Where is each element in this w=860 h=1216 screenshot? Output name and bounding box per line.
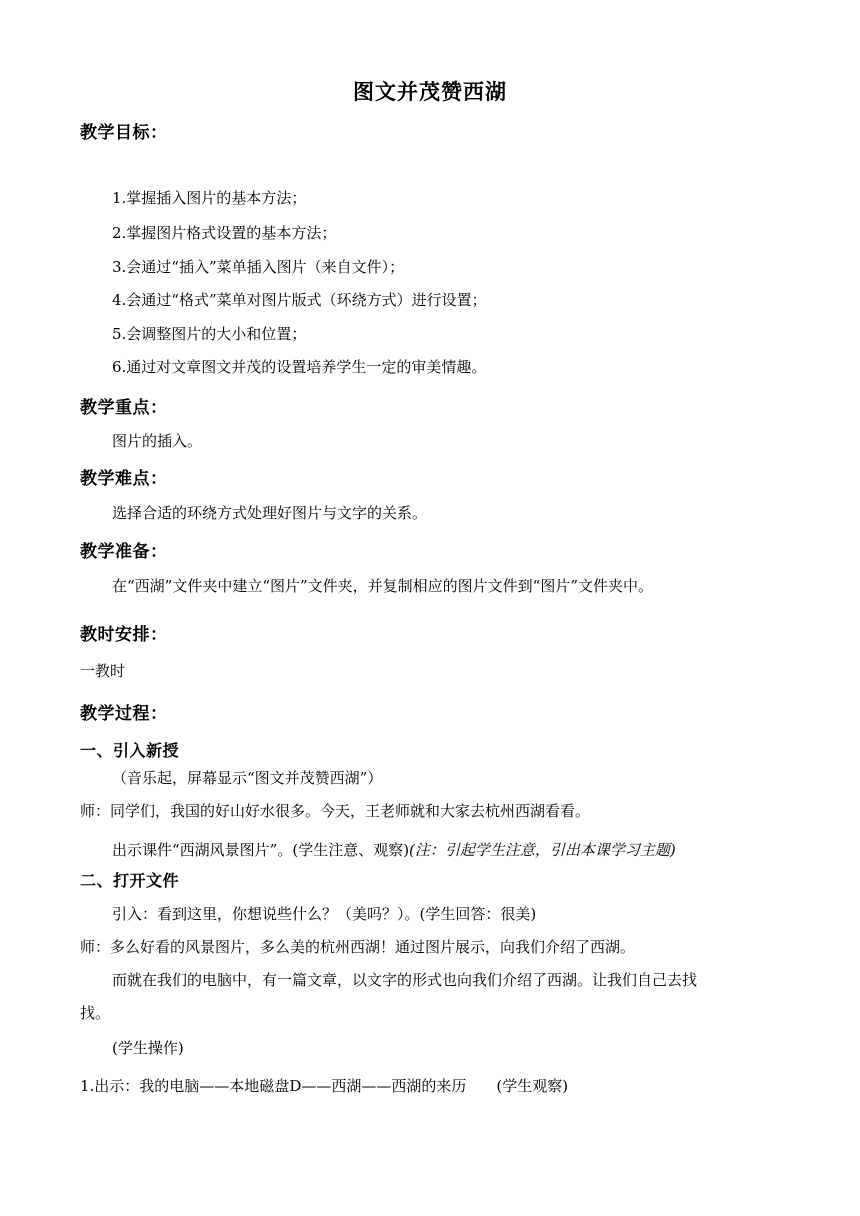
objective-item-1: 1.掌握插入图片的基本方法； — [112, 189, 307, 207]
section-open-line-4: 找。 — [80, 1004, 111, 1022]
section-intro-heading: 一、引入新授 — [80, 741, 180, 760]
section-open-line-6: 1.出示：我的电脑——本地磁盘D——西湖——西湖的来历 (学生观察) — [80, 1077, 569, 1095]
objectives-heading: 教学目标： — [80, 123, 168, 143]
section-intro-line-3-main: 出示课件“西湖风景图片”。(学生注意、观察) — [112, 841, 410, 859]
objective-item-2: 2.掌握图片格式设置的基本方法； — [112, 224, 337, 242]
objective-item-4: 4.会通过“格式”菜单对图片版式（环绕方式）进行设置； — [112, 291, 487, 309]
section-intro-line-1: （音乐起，屏幕显示“图文并茂赞西湖”） — [112, 769, 383, 787]
section-intro-note: (注：引起学生注意，引出本课学习主题) — [409, 841, 676, 859]
key-points-heading: 教学重点： — [80, 398, 168, 418]
difficulties-heading: 教学难点： — [80, 469, 168, 489]
objective-item-3: 3.会通过“插入”菜单插入图片（来自文件）； — [112, 258, 405, 276]
objective-item-6: 6.通过对文章图文并茂的设置培养学生一定的审美情趣。 — [112, 358, 487, 376]
objective-item-5: 5.会调整图片的大小和位置； — [112, 325, 307, 343]
difficulties-text: 选择合适的环绕方式处理好图片与文字的关系。 — [112, 504, 428, 522]
section-intro-line-2: 师：同学们，我国的好山好水很多。今天，王老师就和大家去杭州西湖看看。 — [80, 802, 591, 820]
section-intro-line-3 — [112, 839, 676, 860]
section-open-line-5: (学生操作) — [112, 1039, 184, 1057]
key-points-text: 图片的插入。 — [112, 432, 203, 450]
section-open-line-1: 引入：看到这里，你想说些什么？（美吗？）。(学生回答：很美) — [112, 905, 537, 923]
document-title: 图文并茂赞西湖 — [353, 80, 507, 104]
process-heading: 教学过程： — [80, 704, 168, 724]
preparation-text: 在“西湖”文件夹中建立“图片”文件夹，并复制相应的图片文件到“图片”文件夹中。 — [112, 577, 654, 595]
preparation-heading: 教学准备： — [80, 542, 168, 562]
schedule-heading: 教时安排： — [80, 625, 168, 645]
schedule-text: 一教时 — [80, 662, 126, 680]
section-open-line-2: 师：多么好看的风景图片，多么美的杭州西湖！通过图片展示，向我们介绍了西湖。 — [80, 938, 636, 956]
section-open-file-heading: 二、打开文件 — [80, 871, 180, 890]
section-open-line-3: 而就在我们的电脑中，有一篇文章，以文字的形式也向我们介绍了西湖。让我们自己去找 — [112, 971, 698, 989]
